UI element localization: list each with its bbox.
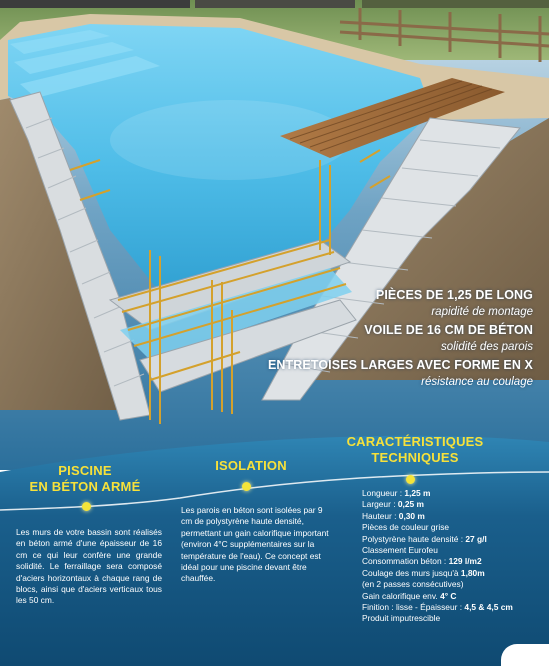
spec-line <box>362 613 542 624</box>
spec-value: 129 l/m2 <box>448 556 482 567</box>
spec-value: 1,25 m <box>404 488 431 498</box>
page-corner <box>501 644 549 666</box>
section-title-piscine: PISCINE EN BÉTON ARMÉ <box>29 463 141 494</box>
spec-line <box>362 568 542 579</box>
isolation-description: Les parois en béton sont isolées par 9 cm de polystyrène haute densité, permettant un gain calorifique important (environ 4°C supplémentaires sur la température de l'eau). Ce concept est idéal pour une piscine devant être chauffée. <box>181 505 329 584</box>
feature-subtitle: rapidité de montage <box>431 306 533 318</box>
spec-line <box>362 602 542 613</box>
spec-label: (en 2 passes consécutives) <box>362 579 464 590</box>
spec-line <box>362 511 542 522</box>
spec-label: Produit imputrescible <box>362 613 441 624</box>
feature-subtitle: résistance au coulage <box>421 376 533 388</box>
feature-subtitle: solidité des parois <box>440 341 533 353</box>
feature-list <box>233 286 533 391</box>
feature-title: VOILE DE 16 CM DE BÉTON <box>364 323 533 337</box>
spec-value: 4° C <box>440 590 457 601</box>
section-marker-dot <box>242 482 251 491</box>
spec-line <box>362 534 542 545</box>
spec-list <box>362 488 542 625</box>
spec-label: Coulage des murs jusqu'à <box>362 567 461 578</box>
spec-line <box>362 499 542 510</box>
spec-value: 0,30 m <box>398 510 425 521</box>
spec-label: Finition : lisse - Épaisseur : <box>362 602 465 613</box>
spec-line <box>362 591 542 602</box>
spec-label: Hauteur : <box>362 510 399 521</box>
piscine-description: Les murs de votre bassin sont réalisés en béton armé d'une épaisseur de 16 cm ce qui leur confère une grande solidité. Le ferraillage sera composé d'aciers horizontaux à chaque rang de blocs, ainsi que d'aciers verticaux tous les 50 cm. <box>16 527 162 606</box>
spec-line <box>362 545 542 556</box>
spec-label: Pièces de couleur grise <box>362 522 450 533</box>
feature-title: PIÈCES DE 1,25 DE LONG <box>375 288 533 302</box>
section-marker-dot <box>82 502 91 511</box>
spec-line <box>362 579 542 590</box>
section-title-caracteristiques: CARACTÉRISTIQUES TECHNIQUES <box>346 434 484 465</box>
feature-title: ENTRETOISES LARGES AVEC FORME EN X <box>267 358 533 372</box>
spec-value: 0,25 m <box>397 499 424 510</box>
spec-line <box>362 522 542 533</box>
section-marker-dot <box>406 475 415 484</box>
spec-label: Longueur : <box>362 488 405 498</box>
section-title-isolation: ISOLATION <box>215 458 287 473</box>
spec-line <box>362 488 542 499</box>
spec-value: 4,5 & 4,5 cm <box>464 602 513 613</box>
spec-label: Largeur : <box>362 499 398 510</box>
spec-label: Classement Eurofeu <box>362 545 438 556</box>
spec-value: 27 g/l <box>465 533 487 544</box>
spec-label: Consommation béton : <box>362 556 449 567</box>
spec-value: 1,80m <box>460 567 485 578</box>
spec-label: Polystyrène haute densité : <box>362 533 466 544</box>
spec-line <box>362 556 542 567</box>
spec-label: Gain calorifique env. <box>362 590 441 601</box>
